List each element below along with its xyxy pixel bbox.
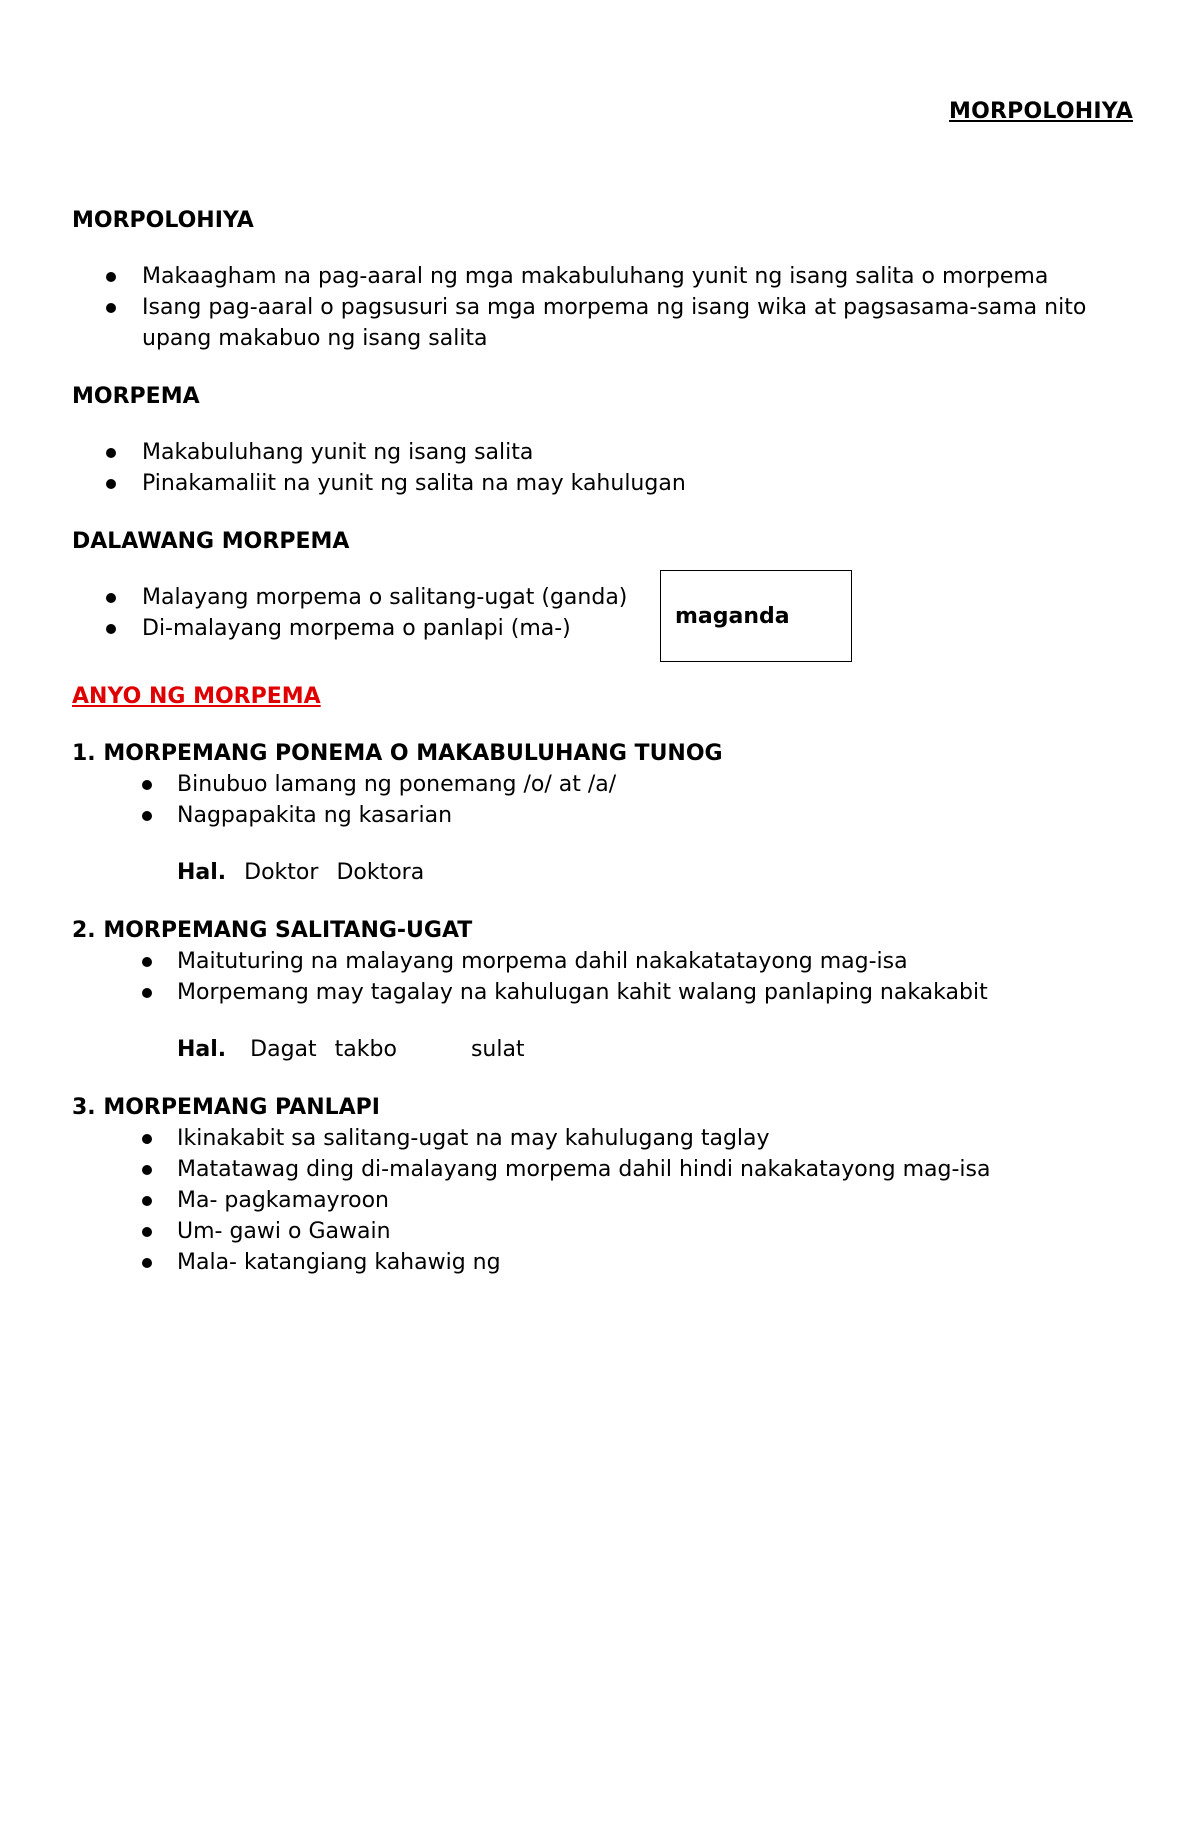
- list-item: Matatawag ding di-malayang morpema dahil hindi nakakatayong mag-isa: [72, 1154, 1132, 1185]
- bullet-icon: [142, 1165, 152, 1175]
- numbered-title: 1. MORPEMANG PONEMA O MAKABULUHANG TUNOG: [72, 741, 723, 766]
- example-box-label: maganda: [675, 604, 790, 629]
- list-item: Isang pag-aaral o pagsusuri sa mga morpema ng isang wika at pagsasama-sama nito upang makabuo ng isang salita: [72, 292, 1132, 354]
- bullet-icon: [142, 811, 152, 821]
- section-morpolohiya: [72, 205, 1132, 354]
- list-item: Mala- katangiang kahawig ng: [72, 1247, 1132, 1278]
- list-item: Malayang morpema o salitang-ugat (ganda): [72, 582, 1132, 613]
- bullet-icon: [106, 479, 116, 489]
- bullet-icon: [142, 1134, 152, 1144]
- numbered-title: 3. MORPEMANG PANLAPI: [72, 1095, 380, 1120]
- bullet-list: [72, 769, 1132, 831]
- section-title: MORPEMA: [72, 384, 200, 409]
- bullet-icon: [106, 448, 116, 458]
- bullet-icon: [142, 780, 152, 790]
- example-word: Dagat: [250, 1037, 317, 1062]
- list-item: Makaagham na pag-aaral ng mga makabuluhang yunit ng isang salita o morpema: [72, 261, 1132, 292]
- bullet-icon: [142, 1258, 152, 1268]
- page-header: MORPOLOHIYA: [949, 99, 1133, 124]
- section-title: MORPOLOHIYA: [72, 208, 254, 233]
- bullet-list: [72, 582, 1132, 644]
- bullet-icon: [106, 272, 116, 282]
- anyo-heading: ANYO NG MORPEMA: [72, 684, 321, 709]
- bullet-list: [72, 261, 1132, 354]
- example-line: [72, 857, 1132, 888]
- document-body: [72, 205, 1132, 1278]
- section-title: DALAWANG MORPEMA: [72, 529, 350, 554]
- list-item: Maituturing na malayang morpema dahil nakakatatayong mag-isa: [72, 946, 1132, 977]
- example-label: Hal.: [177, 1037, 227, 1062]
- numbered-section-3: [72, 1092, 1132, 1278]
- section-morpema: [72, 381, 1132, 499]
- list-item: Pinakamaliit na yunit ng salita na may kahulugan: [72, 468, 1132, 499]
- bullet-icon: [142, 988, 152, 998]
- example-word: Doktora: [336, 860, 425, 885]
- example-word: Doktor: [244, 860, 319, 885]
- bullet-icon: [142, 1196, 152, 1206]
- bullet-icon: [142, 957, 152, 967]
- bullet-list: [72, 1123, 1132, 1278]
- section-dalawang-morpema: [72, 526, 1132, 644]
- example-text-box: [660, 570, 852, 662]
- numbered-section-1: [72, 738, 1132, 888]
- list-item: Nagpapakita ng kasarian: [72, 800, 1132, 831]
- list-item: Um- gawi o Gawain: [72, 1216, 1132, 1247]
- list-item: Makabuluhang yunit ng isang salita: [72, 437, 1132, 468]
- list-item: Morpemang may tagalay na kahulugan kahit walang panlaping nakakabit: [72, 977, 1132, 1008]
- numbered-section-2: [72, 915, 1132, 1065]
- example-label: Hal.: [177, 860, 227, 885]
- bullet-icon: [142, 1227, 152, 1237]
- list-item: Ma- pagkamayroon: [72, 1185, 1132, 1216]
- bullet-list: [72, 946, 1132, 1008]
- bullet-icon: [106, 593, 116, 603]
- bullet-list: [72, 437, 1132, 499]
- bullet-icon: [106, 303, 116, 313]
- list-item: Ikinakabit sa salitang-ugat na may kahulugang taglay: [72, 1123, 1132, 1154]
- list-item: Di-malayang morpema o panlapi (ma-): [72, 613, 1132, 644]
- example-word: sulat: [470, 1037, 525, 1062]
- bullet-icon: [106, 624, 116, 634]
- numbered-title: 2. MORPEMANG SALITANG-UGAT: [72, 918, 473, 943]
- example-line: [72, 1034, 1132, 1065]
- example-word: takbo: [334, 1037, 397, 1062]
- list-item: Binubuo lamang ng ponemang /o/ at /a/: [72, 769, 1132, 800]
